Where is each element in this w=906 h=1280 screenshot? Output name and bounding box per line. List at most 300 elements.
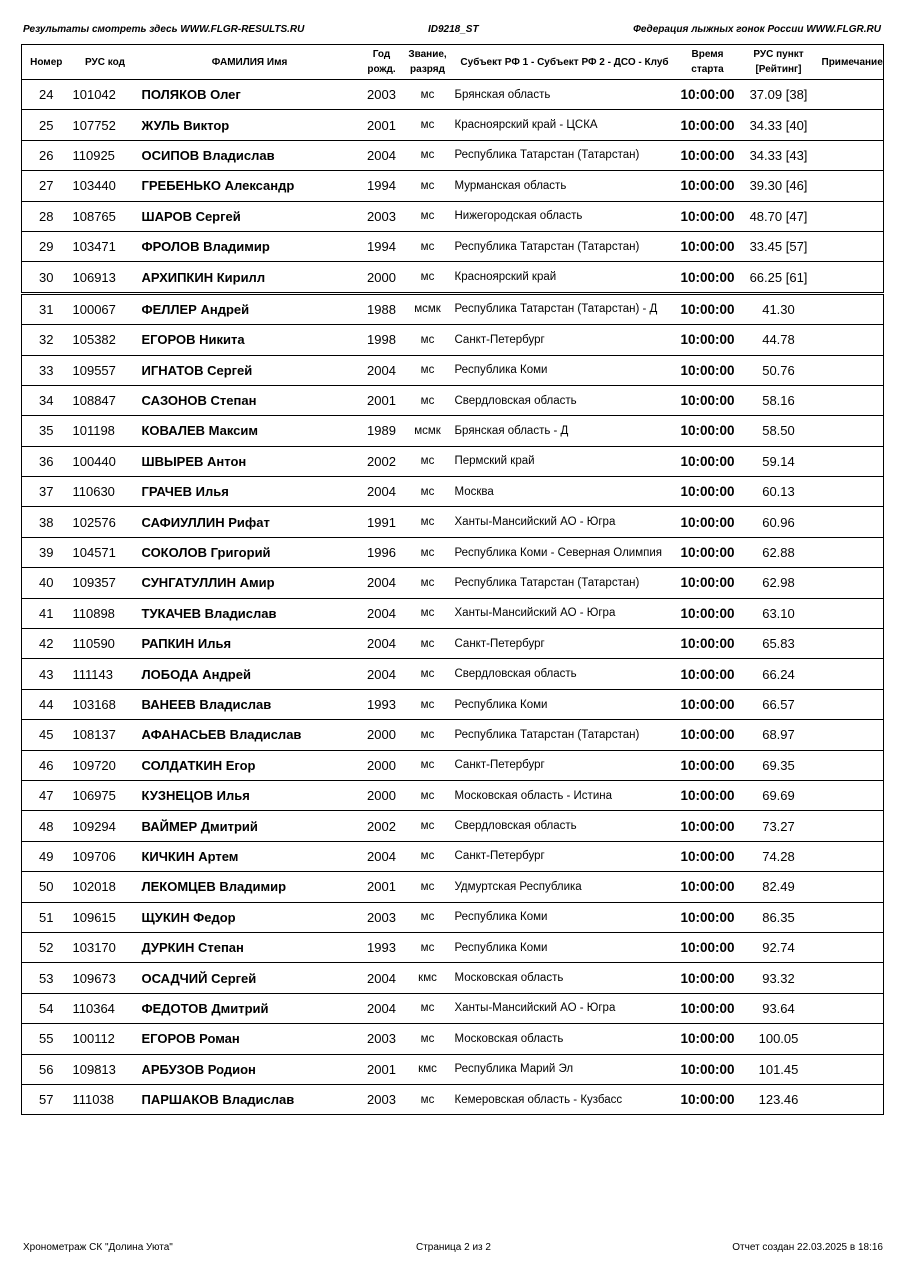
cell-athlete-name: ЛОБОДА Андрей (140, 659, 360, 689)
cell-athlete-name: ФЕДОТОВ Дмитрий (140, 993, 360, 1023)
cell-rus-code: 109813 (71, 1054, 140, 1084)
cell-start-time: 10:00:00 (678, 293, 738, 324)
cell-note (820, 477, 884, 507)
cell-rank: мс (404, 201, 452, 231)
table-row (22, 355, 884, 385)
table-row (22, 993, 884, 1023)
col-header-rank (404, 45, 452, 80)
cell-rus-code: 109557 (71, 355, 140, 385)
page-footer (23, 1242, 883, 1258)
table-row (22, 325, 884, 355)
cell-number: 57 (22, 1084, 71, 1114)
cell-note (820, 568, 884, 598)
cell-athlete-name: ОСИПОВ Владислав (140, 140, 360, 170)
cell-rank: мс (404, 598, 452, 628)
table-row (22, 80, 884, 110)
cell-start-time: 10:00:00 (678, 902, 738, 932)
cell-rus-points: 123.46 (738, 1084, 820, 1114)
col-header-name: ФАМИЛИЯ Имя (140, 45, 360, 80)
cell-region-club: Свердловская область (452, 385, 678, 415)
cell-number: 50 (22, 872, 71, 902)
col-header-year-line1: Год (372, 49, 391, 60)
cell-birth-year: 2003 (360, 80, 404, 110)
cell-rus-code: 110364 (71, 993, 140, 1023)
cell-rank: мсмк (404, 293, 452, 324)
cell-number: 55 (22, 1024, 71, 1054)
table-row (22, 568, 884, 598)
cell-rus-code: 100440 (71, 446, 140, 476)
cell-athlete-name: ЕГОРОВ Никита (140, 325, 360, 355)
col-header-year (360, 45, 404, 80)
table-row (22, 537, 884, 567)
table-row (22, 780, 884, 810)
cell-note (820, 780, 884, 810)
cell-start-time: 10:00:00 (678, 932, 738, 962)
cell-note (820, 963, 884, 993)
cell-rank: мс (404, 780, 452, 810)
cell-birth-year: 2001 (360, 385, 404, 415)
cell-rus-code: 103440 (71, 171, 140, 201)
cell-rank: мс (404, 355, 452, 385)
table-row (22, 841, 884, 871)
cell-note (820, 1024, 884, 1054)
cell-region-club: Республика Марий Эл (452, 1054, 678, 1084)
cell-rank: мс (404, 629, 452, 659)
cell-note (820, 171, 884, 201)
table-row (22, 1024, 884, 1054)
cell-rus-points: 74.28 (738, 841, 820, 871)
cell-start-time: 10:00:00 (678, 140, 738, 170)
cell-note (820, 689, 884, 719)
cell-rus-code: 102018 (71, 872, 140, 902)
cell-rus-points: 60.13 (738, 477, 820, 507)
table-row (22, 598, 884, 628)
cell-rank: мс (404, 537, 452, 567)
cell-region-club: Республика Коми (452, 932, 678, 962)
cell-region-club: Республика Татарстан (Татарстан) (452, 140, 678, 170)
cell-athlete-name: КУЗНЕЦОВ Илья (140, 780, 360, 810)
cell-rank: мсмк (404, 416, 452, 446)
results-table (21, 44, 884, 1115)
cell-note (820, 841, 884, 871)
table-row (22, 231, 884, 261)
cell-birth-year: 1994 (360, 231, 404, 261)
cell-rus-code: 110630 (71, 477, 140, 507)
cell-start-time: 10:00:00 (678, 1084, 738, 1114)
cell-rus-code: 103168 (71, 689, 140, 719)
cell-athlete-name: ЕГОРОВ Роман (140, 1024, 360, 1054)
cell-note (820, 293, 884, 324)
cell-birth-year: 2000 (360, 262, 404, 293)
cell-rus-code: 111038 (71, 1084, 140, 1114)
cell-athlete-name: ОСАДЧИЙ Сергей (140, 963, 360, 993)
cell-start-time: 10:00:00 (678, 171, 738, 201)
col-header-year-line2: рожд. (367, 64, 396, 75)
timing-credit: Хронометраж СК "Долина Уюта" (23, 1242, 173, 1253)
cell-rus-code: 109615 (71, 902, 140, 932)
cell-rus-points: 66.25 [61] (738, 262, 820, 293)
cell-rank: мс (404, 507, 452, 537)
cell-birth-year: 2004 (360, 140, 404, 170)
cell-region-club: Красноярский край (452, 262, 678, 293)
cell-region-club: Республика Коми - Северная Олимпия (452, 537, 678, 567)
page-header (23, 24, 881, 40)
cell-region-club: Санкт-Петербург (452, 750, 678, 780)
cell-number: 38 (22, 507, 71, 537)
cell-note (820, 110, 884, 140)
cell-number: 46 (22, 750, 71, 780)
cell-start-time: 10:00:00 (678, 993, 738, 1023)
cell-start-time: 10:00:00 (678, 1024, 738, 1054)
cell-region-club: Московская область (452, 1024, 678, 1054)
cell-note (820, 902, 884, 932)
table-row (22, 293, 884, 324)
cell-athlete-name: КОВАЛЕВ Максим (140, 416, 360, 446)
cell-rus-code: 104571 (71, 537, 140, 567)
cell-note (820, 262, 884, 293)
cell-note (820, 811, 884, 841)
cell-start-time: 10:00:00 (678, 568, 738, 598)
cell-number: 42 (22, 629, 71, 659)
cell-region-club: Республика Татарстан (Татарстан) (452, 720, 678, 750)
cell-rus-points: 69.69 (738, 780, 820, 810)
cell-rank: мс (404, 872, 452, 902)
cell-region-club: Республика Коми (452, 902, 678, 932)
cell-number: 35 (22, 416, 71, 446)
cell-number: 36 (22, 446, 71, 476)
cell-note (820, 201, 884, 231)
cell-region-club: Удмуртская Республика (452, 872, 678, 902)
cell-birth-year: 2001 (360, 110, 404, 140)
cell-note (820, 446, 884, 476)
table-row (22, 902, 884, 932)
cell-rank: мс (404, 231, 452, 261)
cell-birth-year: 2004 (360, 568, 404, 598)
cell-start-time: 10:00:00 (678, 598, 738, 628)
cell-rus-points: 58.16 (738, 385, 820, 415)
cell-region-club: Ханты-Мансийский АО - Югра (452, 993, 678, 1023)
col-header-points-line1: РУС пункт (753, 49, 804, 60)
cell-region-club: Санкт-Петербург (452, 629, 678, 659)
cell-start-time: 10:00:00 (678, 416, 738, 446)
cell-rus-points: 86.35 (738, 902, 820, 932)
cell-athlete-name: ИГНАТОВ Сергей (140, 355, 360, 385)
cell-start-time: 10:00:00 (678, 872, 738, 902)
table-row (22, 963, 884, 993)
col-header-note: Примечание (820, 45, 884, 80)
cell-number: 49 (22, 841, 71, 871)
cell-rus-points: 82.49 (738, 872, 820, 902)
cell-number: 32 (22, 325, 71, 355)
federation-site-link[interactable]: Федерация лыжных гонок России WWW.FLGR.RU (633, 24, 881, 35)
cell-rank: мс (404, 750, 452, 780)
table-row (22, 689, 884, 719)
cell-start-time: 10:00:00 (678, 325, 738, 355)
cell-rus-code: 109706 (71, 841, 140, 871)
cell-start-time: 10:00:00 (678, 629, 738, 659)
cell-birth-year: 2000 (360, 780, 404, 810)
cell-number: 54 (22, 993, 71, 1023)
cell-number: 40 (22, 568, 71, 598)
cell-region-club: Республика Татарстан (Татарстан) (452, 568, 678, 598)
cell-note (820, 355, 884, 385)
cell-region-club: Ханты-Мансийский АО - Югра (452, 507, 678, 537)
cell-region-club: Москва (452, 477, 678, 507)
cell-number: 33 (22, 355, 71, 385)
cell-rus-code: 100112 (71, 1024, 140, 1054)
cell-region-club: Кемеровская область - Кузбасс (452, 1084, 678, 1114)
cell-note (820, 1084, 884, 1114)
cell-note (820, 231, 884, 261)
cell-number: 30 (22, 262, 71, 293)
cell-start-time: 10:00:00 (678, 110, 738, 140)
cell-athlete-name: ПАРШАКОВ Владислав (140, 1084, 360, 1114)
cell-number: 25 (22, 110, 71, 140)
cell-birth-year: 2001 (360, 872, 404, 902)
cell-rus-points: 39.30 [46] (738, 171, 820, 201)
cell-birth-year: 2002 (360, 446, 404, 476)
cell-rus-code: 106975 (71, 780, 140, 810)
cell-note (820, 598, 884, 628)
cell-region-club: Республика Коми (452, 689, 678, 719)
cell-rus-code: 108765 (71, 201, 140, 231)
cell-start-time: 10:00:00 (678, 385, 738, 415)
cell-rus-code: 105382 (71, 325, 140, 355)
cell-rus-points: 66.24 (738, 659, 820, 689)
cell-athlete-name: КИЧКИН Артем (140, 841, 360, 871)
cell-note (820, 720, 884, 750)
cell-region-club: Мурманская область (452, 171, 678, 201)
cell-birth-year: 2003 (360, 1084, 404, 1114)
cell-birth-year: 1996 (360, 537, 404, 567)
cell-number: 56 (22, 1054, 71, 1084)
cell-rank: кмс (404, 963, 452, 993)
cell-birth-year: 1998 (360, 325, 404, 355)
results-site-link[interactable]: Результаты смотреть здесь WWW.FLGR-RESULTS.RU (23, 24, 305, 35)
cell-birth-year: 2004 (360, 477, 404, 507)
table-row (22, 507, 884, 537)
cell-start-time: 10:00:00 (678, 750, 738, 780)
col-header-time-line2: старта (691, 64, 724, 75)
cell-athlete-name: ПОЛЯКОВ Олег (140, 80, 360, 110)
cell-rank: мс (404, 80, 452, 110)
cell-region-club: Санкт-Петербург (452, 841, 678, 871)
table-row (22, 750, 884, 780)
cell-birth-year: 2004 (360, 598, 404, 628)
cell-start-time: 10:00:00 (678, 780, 738, 810)
cell-start-time: 10:00:00 (678, 231, 738, 261)
col-header-rank-line2: разряд (410, 64, 445, 75)
cell-note (820, 140, 884, 170)
cell-start-time: 10:00:00 (678, 841, 738, 871)
cell-start-time: 10:00:00 (678, 963, 738, 993)
cell-note (820, 932, 884, 962)
cell-rus-points: 60.96 (738, 507, 820, 537)
cell-region-club: Республика Татарстан (Татарстан) (452, 231, 678, 261)
cell-athlete-name: СОЛДАТКИН Егор (140, 750, 360, 780)
cell-rus-points: 100.05 (738, 1024, 820, 1054)
cell-athlete-name: САФИУЛЛИН Рифат (140, 507, 360, 537)
cell-region-club: Республика Татарстан (Татарстан) - Д (452, 293, 678, 324)
cell-rus-points: 62.98 (738, 568, 820, 598)
cell-note (820, 325, 884, 355)
table-row (22, 932, 884, 962)
table-row (22, 385, 884, 415)
cell-birth-year: 2003 (360, 902, 404, 932)
cell-rank: мс (404, 262, 452, 293)
cell-rus-points: 68.97 (738, 720, 820, 750)
cell-number: 37 (22, 477, 71, 507)
table-row (22, 110, 884, 140)
cell-rus-points: 93.64 (738, 993, 820, 1023)
cell-rus-points: 63.10 (738, 598, 820, 628)
cell-start-time: 10:00:00 (678, 477, 738, 507)
cell-number: 26 (22, 140, 71, 170)
cell-note (820, 872, 884, 902)
cell-rus-points: 93.32 (738, 963, 820, 993)
cell-start-time: 10:00:00 (678, 80, 738, 110)
cell-birth-year: 2004 (360, 629, 404, 659)
cell-number: 51 (22, 902, 71, 932)
cell-note (820, 507, 884, 537)
table-row (22, 872, 884, 902)
cell-athlete-name: СОКОЛОВ Григорий (140, 537, 360, 567)
cell-start-time: 10:00:00 (678, 537, 738, 567)
page-number: Страница 2 из 2 (416, 1242, 491, 1253)
cell-birth-year: 2002 (360, 811, 404, 841)
col-header-points (738, 45, 820, 80)
cell-start-time: 10:00:00 (678, 507, 738, 537)
cell-region-club: Брянская область (452, 80, 678, 110)
cell-athlete-name: ЛЕКОМЦЕВ Владимир (140, 872, 360, 902)
cell-number: 52 (22, 932, 71, 962)
cell-rank: мс (404, 811, 452, 841)
cell-rus-code: 110898 (71, 598, 140, 628)
cell-birth-year: 2000 (360, 750, 404, 780)
cell-athlete-name: ШАРОВ Сергей (140, 201, 360, 231)
cell-rank: мс (404, 1024, 452, 1054)
cell-rus-points: 41.30 (738, 293, 820, 324)
cell-rank: мс (404, 993, 452, 1023)
cell-rus-points: 92.74 (738, 932, 820, 962)
cell-athlete-name: ЖУЛЬ Виктор (140, 110, 360, 140)
table-row (22, 140, 884, 170)
cell-start-time: 10:00:00 (678, 659, 738, 689)
cell-rus-code: 101198 (71, 416, 140, 446)
cell-rus-code: 100067 (71, 293, 140, 324)
cell-rus-points: 59.14 (738, 446, 820, 476)
col-header-num: Номер (22, 45, 71, 80)
table-row (22, 659, 884, 689)
cell-note (820, 537, 884, 567)
cell-athlete-name: АРБУЗОВ Родион (140, 1054, 360, 1084)
cell-rank: кмс (404, 1054, 452, 1084)
cell-rus-code: 110590 (71, 629, 140, 659)
table-row (22, 171, 884, 201)
cell-birth-year: 1989 (360, 416, 404, 446)
cell-birth-year: 2003 (360, 1024, 404, 1054)
cell-number: 44 (22, 689, 71, 719)
cell-rus-points: 66.57 (738, 689, 820, 719)
cell-region-club: Московская область - Истина (452, 780, 678, 810)
cell-note (820, 385, 884, 415)
col-header-points-line2: [Рейтинг] (755, 64, 802, 75)
cell-region-club: Красноярский край - ЦСКА (452, 110, 678, 140)
cell-start-time: 10:00:00 (678, 355, 738, 385)
cell-region-club: Пермский край (452, 446, 678, 476)
cell-rank: мс (404, 385, 452, 415)
cell-rank: мс (404, 446, 452, 476)
cell-birth-year: 2001 (360, 1054, 404, 1084)
cell-athlete-name: ВАЙМЕР Дмитрий (140, 811, 360, 841)
cell-rus-points: 48.70 [47] (738, 201, 820, 231)
cell-number: 43 (22, 659, 71, 689)
cell-birth-year: 2004 (360, 355, 404, 385)
cell-region-club: Республика Коми (452, 355, 678, 385)
cell-rus-points: 73.27 (738, 811, 820, 841)
cell-rank: мс (404, 568, 452, 598)
cell-athlete-name: ДУРКИН Степан (140, 932, 360, 962)
cell-birth-year: 1988 (360, 293, 404, 324)
cell-rank: мс (404, 902, 452, 932)
cell-start-time: 10:00:00 (678, 201, 738, 231)
cell-rank: мс (404, 841, 452, 871)
cell-start-time: 10:00:00 (678, 689, 738, 719)
cell-number: 34 (22, 385, 71, 415)
cell-region-club: Нижегородская область (452, 201, 678, 231)
table-row (22, 201, 884, 231)
cell-number: 31 (22, 293, 71, 324)
table-row (22, 1054, 884, 1084)
cell-birth-year: 1994 (360, 171, 404, 201)
cell-rank: мс (404, 140, 452, 170)
cell-note (820, 993, 884, 1023)
cell-athlete-name: ФРОЛОВ Владимир (140, 231, 360, 261)
cell-rus-code: 103170 (71, 932, 140, 962)
cell-rus-code: 109673 (71, 963, 140, 993)
cell-rank: мс (404, 325, 452, 355)
cell-region-club: Брянская область - Д (452, 416, 678, 446)
cell-athlete-name: САЗОНОВ Степан (140, 385, 360, 415)
cell-rus-code: 102576 (71, 507, 140, 537)
cell-birth-year: 1993 (360, 932, 404, 962)
table-header-row (22, 45, 884, 80)
cell-birth-year: 2004 (360, 963, 404, 993)
cell-number: 29 (22, 231, 71, 261)
col-header-rank-line1: Звание, (408, 49, 447, 60)
cell-rus-code: 109720 (71, 750, 140, 780)
cell-athlete-name: ФЕЛЛЕР Андрей (140, 293, 360, 324)
table-row (22, 811, 884, 841)
cell-start-time: 10:00:00 (678, 262, 738, 293)
cell-number: 45 (22, 720, 71, 750)
table-row (22, 446, 884, 476)
cell-birth-year: 1991 (360, 507, 404, 537)
cell-athlete-name: АРХИПКИН Кирилл (140, 262, 360, 293)
cell-region-club: Свердловская область (452, 659, 678, 689)
cell-region-club: Ханты-Мансийский АО - Югра (452, 598, 678, 628)
col-header-rus: РУС код (71, 45, 140, 80)
cell-rus-points: 65.83 (738, 629, 820, 659)
cell-rank: мс (404, 477, 452, 507)
cell-rus-points: 62.88 (738, 537, 820, 567)
cell-rus-points: 50.76 (738, 355, 820, 385)
cell-rank: мс (404, 171, 452, 201)
cell-note (820, 629, 884, 659)
cell-rank: мс (404, 1084, 452, 1114)
cell-number: 24 (22, 80, 71, 110)
report-timestamp: Отчет создан 22.03.2025 в 18:16 (732, 1242, 883, 1253)
